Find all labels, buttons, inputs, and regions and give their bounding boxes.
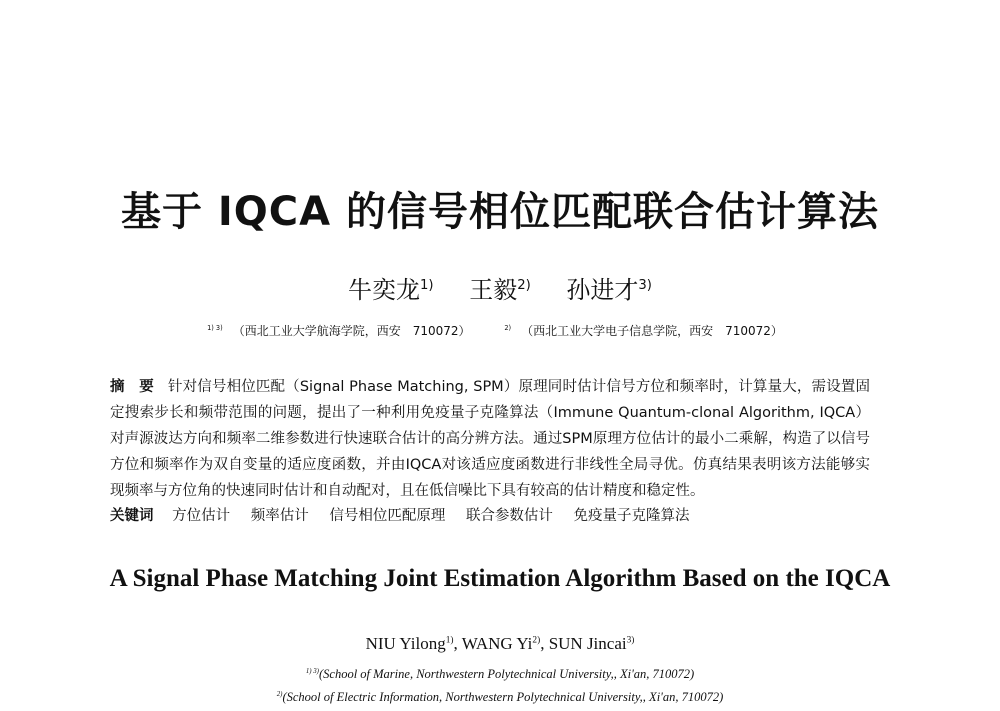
author-en [366, 634, 454, 653]
paper-title-en: A Signal Phase Matching Joint Estimation Algorithm Based on the IQCA [109, 565, 891, 592]
keyword: 免疫量子克隆算法 [573, 508, 690, 524]
author-cn [566, 276, 652, 304]
affiliation-mark: 2) [504, 324, 512, 332]
affiliation-mark: 1) 3) [305, 667, 319, 675]
author-name: SUN Jincai [548, 634, 627, 653]
keyword: 方位估计 [172, 508, 231, 524]
author-mark: 1) [445, 635, 454, 646]
author-mark: 3) [626, 635, 635, 646]
author-en [462, 634, 540, 653]
paper-title-cn: 基于 IQCA 的信号相位匹配联合估计算法 [120, 189, 880, 235]
affiliation-text: （西北工业大学电子信息学院，西安 710072） [521, 324, 783, 338]
author-mark: 1) [420, 278, 434, 293]
affiliation-text: (School of Electric Information, Northwestern Polytechnical University,, Xi'an, 710072) [282, 690, 724, 704]
affiliation-en [0, 667, 1000, 682]
author-name: 王毅 [469, 276, 518, 304]
author-mark: 2) [517, 278, 531, 293]
author-cn [469, 276, 531, 304]
keyword: 频率估计 [250, 508, 309, 524]
keyword: 联合参数估计 [465, 508, 553, 524]
author-name: 牛奕龙 [348, 276, 421, 304]
author-mark: 2) [532, 635, 541, 646]
affiliation-text: (School of Marine, Northwestern Polytechnical University,, Xi'an, 710072) [318, 667, 695, 681]
author-name: WANG Yi [461, 634, 533, 653]
affiliation-cn [504, 324, 793, 338]
authors-en: NIU Yilong$^{1)}$, WANG Yi$^{2)}$, SUN Jincai$^{3)}$ [365, 634, 635, 653]
affiliation-cn [207, 324, 480, 338]
affiliation-text: （西北工业大学航海学院，西安 710072） [232, 324, 471, 338]
keywords-label: 关键词 [110, 508, 154, 524]
affiliation-mark: 1) 3) [207, 324, 223, 332]
author-name: 孙进才 [566, 276, 639, 304]
abstract-label: 摘 要 [110, 379, 154, 395]
abstract [110, 374, 870, 504]
abstract-text: 针对信号相位匹配（Signal Phase Matching, SPM）原理同时估计信号方位和频率时，计算量大，需设置固定搜索步长和频带范围的问题，提出了一种利用免疫量子克隆算法（Immune Quantum-clonal Algorithm, IQCA）对声源波达方向和频率二维参数进行快速联合估计的高分辨方法。通过SPM原理方位估计的最小二乘解，构造了以信号方位和频率作为双自变量的适应度函数，并由IQCA对该适应度函数进行非线性全局寻优。仿真结果表明该方法能够实现频率与方位角的快速同时估计和自动配对，且在低信噪比下具有较高的估计精度和稳定性。 [110, 379, 870, 499]
author-cn [348, 276, 434, 304]
keywords [110, 504, 870, 525]
keyword: 信号相位匹配原理 [329, 508, 446, 524]
author-name: NIU Yilong [365, 634, 446, 653]
author-en [549, 634, 635, 653]
affiliation-mark: 2) [276, 690, 283, 698]
affiliations-cn [0, 322, 1000, 339]
author-mark: 3) [638, 278, 652, 293]
authors-cn [0, 270, 1000, 305]
affiliation-en [0, 690, 1000, 705]
